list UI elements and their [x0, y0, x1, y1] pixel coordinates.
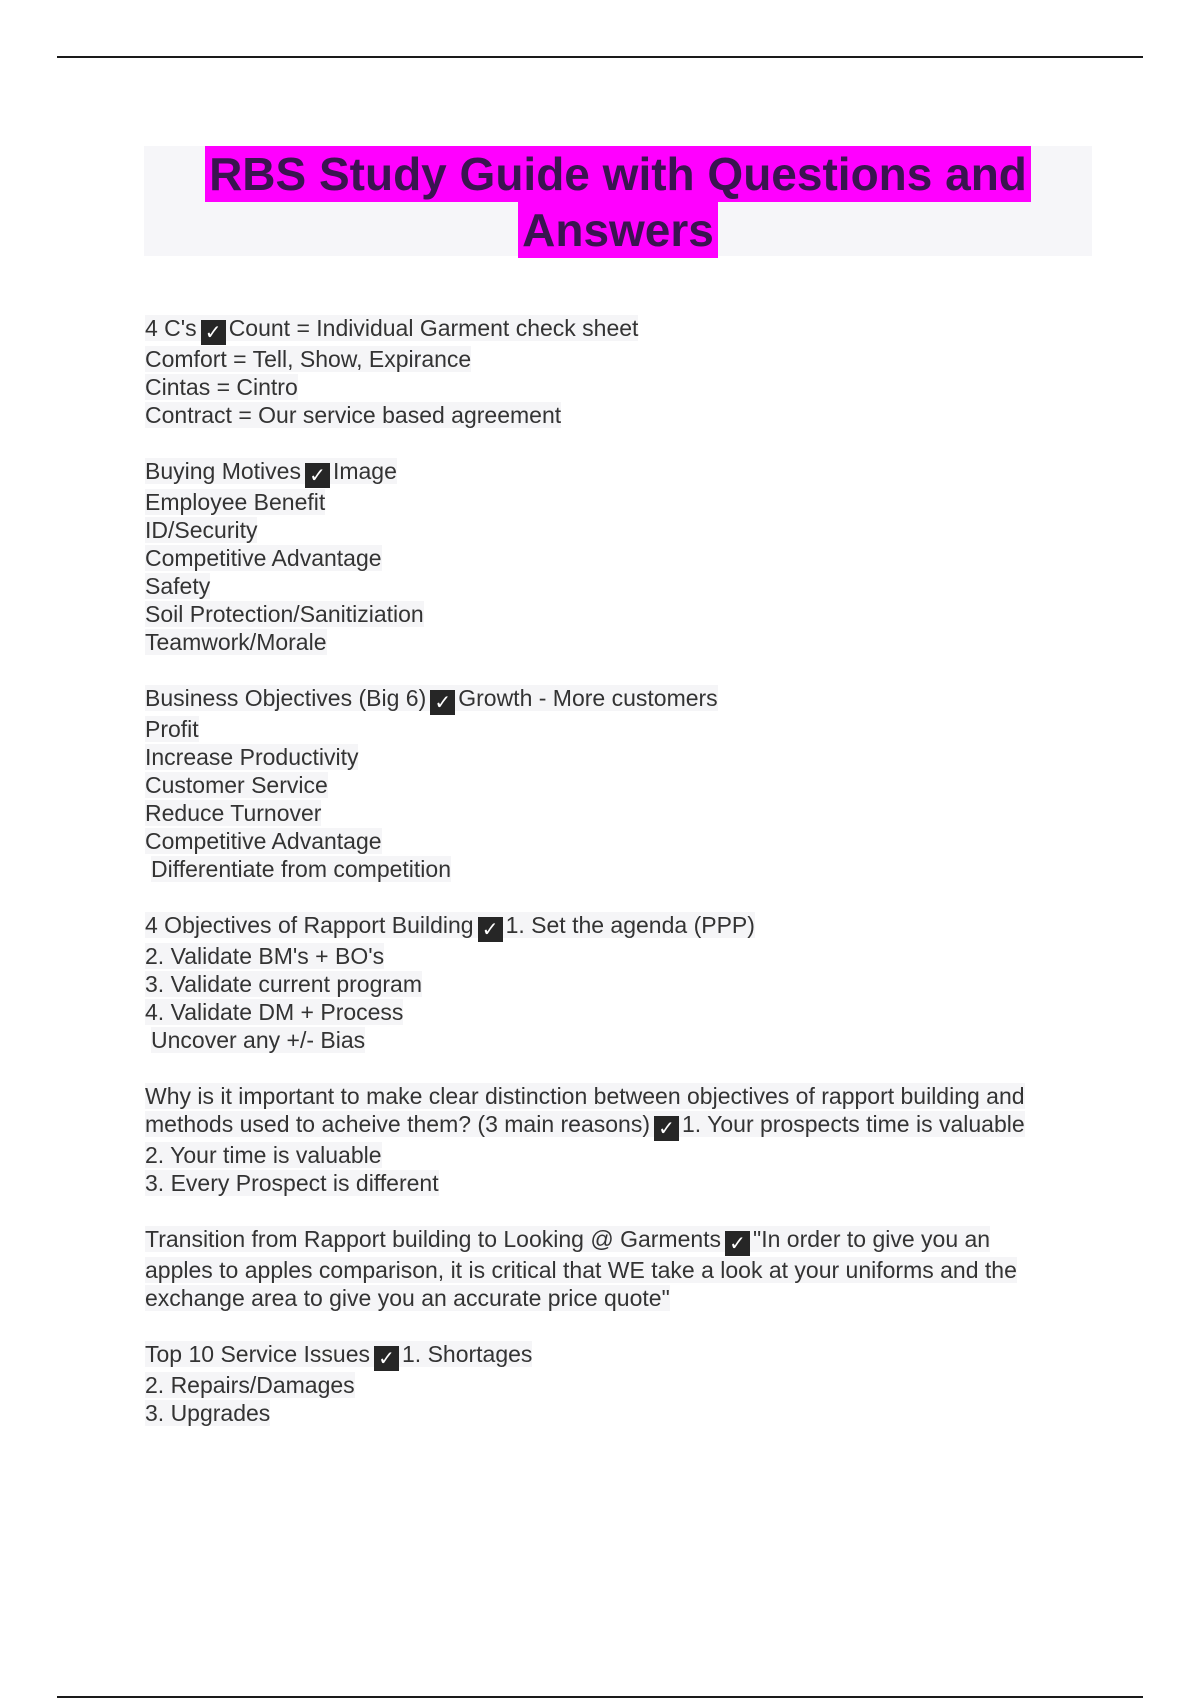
qa-item-4cs — [145, 314, 1090, 429]
qa-item-service-issues — [145, 1340, 1090, 1427]
answer-line: 2. Validate BM's + BO's — [145, 943, 385, 969]
question-text: 4 C's — [145, 315, 197, 341]
top-rule — [57, 56, 1143, 58]
qa-item-buying-motives — [145, 457, 1090, 656]
question-text: Why is it important to make clear distinction between objectives of rapport building and — [145, 1083, 1025, 1109]
answer-line: 2. Repairs/Damages — [145, 1372, 355, 1398]
title-banner — [144, 146, 1092, 256]
answer-line: Competitive Advantage — [145, 828, 382, 854]
answer-text: Image — [332, 458, 397, 484]
answer-text: Count = Individual Garment check sheet — [228, 315, 639, 341]
answer-text: 1. Set the agenda (PPP) — [505, 912, 755, 938]
question-text: Top 10 Service Issues — [145, 1341, 371, 1367]
checkmark-icon: ✓ — [430, 690, 455, 715]
answer-line: Increase Productivity — [145, 744, 359, 770]
checkmark-icon: ✓ — [374, 1346, 399, 1371]
checkmark-icon: ✓ — [201, 320, 226, 345]
answer-line: Reduce Turnover — [145, 800, 322, 826]
answer-line: apples to apples comparison, it is critical that WE take a look at your uniforms and the — [145, 1257, 1017, 1283]
answer-line: Profit — [145, 716, 199, 742]
question-text: methods used to acheive them? (3 main reasons) — [145, 1111, 650, 1137]
answer-line: Cintas = Cintro — [145, 374, 298, 400]
answer-line: 3. Validate current program — [145, 971, 422, 997]
study-guide-content — [145, 314, 1090, 1455]
answer-line: Teamwork/Morale — [145, 629, 327, 655]
answer-line: 3. Every Prospect is different — [145, 1170, 439, 1196]
answer-line: Competitive Advantage — [145, 545, 382, 571]
question-text: 4 Objectives of Rapport Building — [145, 912, 474, 938]
question-text: Business Objectives (Big 6) — [145, 685, 427, 711]
checkmark-icon: ✓ — [725, 1231, 750, 1256]
answer-line: Contract = Our service based agreement — [145, 402, 562, 428]
answer-line: Differentiate from competition — [151, 856, 451, 882]
bottom-rule — [57, 1696, 1143, 1698]
checkmark-icon: ✓ — [654, 1116, 679, 1141]
answer-line: Uncover any +/- Bias — [151, 1027, 366, 1053]
answer-line: Soil Protection/Sanitiziation — [145, 601, 424, 627]
answer-line: Customer Service — [145, 772, 328, 798]
answer-line: exchange area to give you an accurate price quote" — [145, 1285, 670, 1311]
qa-item-transition — [145, 1225, 1090, 1312]
document-title-line-2: Answers — [518, 202, 718, 258]
answer-line: Safety — [145, 573, 211, 599]
qa-item-business-objectives — [145, 684, 1090, 883]
answer-line: 2. Your time is valuable — [145, 1142, 382, 1168]
answer-line: Comfort = Tell, Show, Expirance — [145, 346, 472, 372]
answer-text: 1. Your prospects time is valuable — [682, 1111, 1025, 1137]
question-text: Buying Motives — [145, 458, 301, 484]
checkmark-icon: ✓ — [478, 917, 503, 942]
answer-text: Growth - More customers — [458, 685, 718, 711]
qa-item-rapport-objectives — [145, 911, 1090, 1054]
answer-text: 1. Shortages — [402, 1341, 533, 1367]
answer-line: 3. Upgrades — [145, 1400, 271, 1426]
answer-text: "In order to give you an — [753, 1226, 991, 1252]
answer-line: 4. Validate DM + Process — [145, 999, 404, 1025]
checkmark-icon: ✓ — [305, 463, 330, 488]
question-text: Transition from Rapport building to Looking @ Garments — [145, 1226, 722, 1252]
answer-line: ID/Security — [145, 517, 258, 543]
qa-item-clear-distinction — [145, 1082, 1090, 1197]
document-title-line-1: RBS Study Guide with Questions and — [205, 146, 1031, 202]
answer-line: Employee Benefit — [145, 489, 326, 515]
